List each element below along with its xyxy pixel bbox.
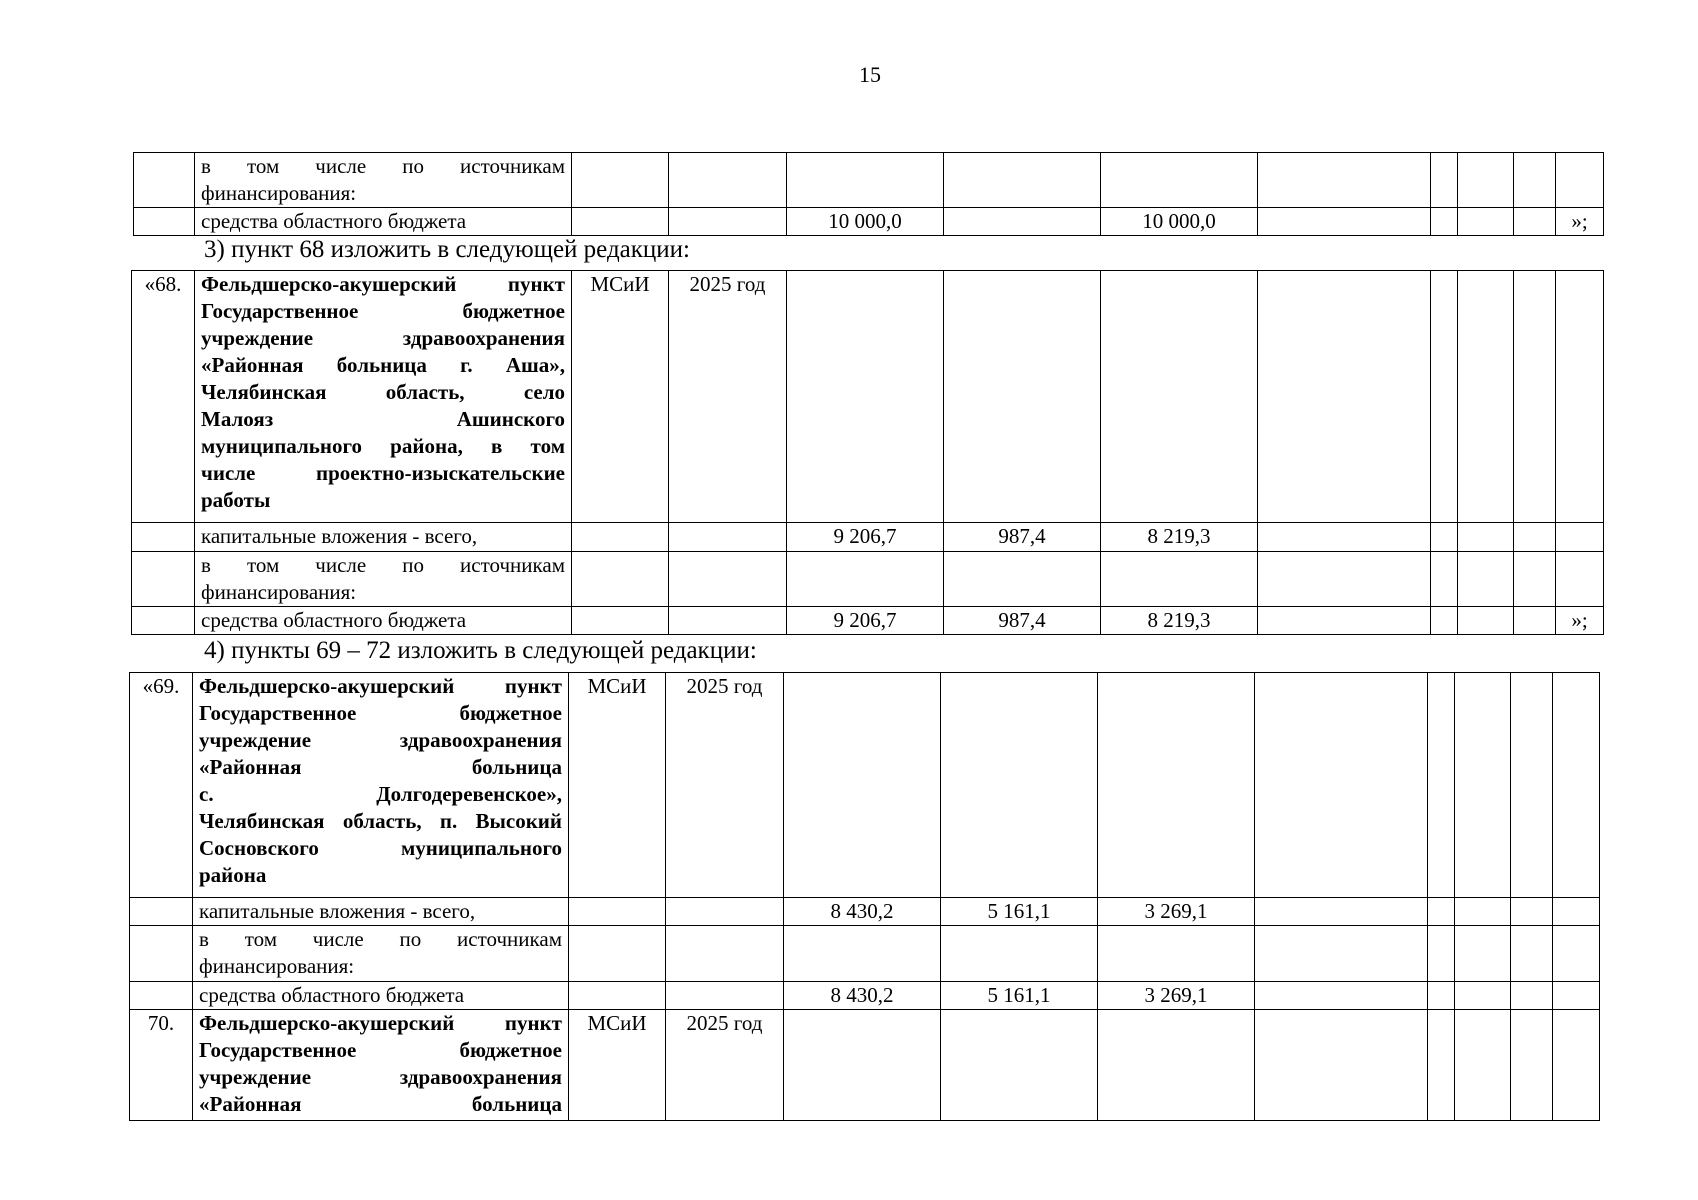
name-line: учреждение здравоохранения [199, 728, 562, 752]
customer: МСиИ [572, 271, 669, 523]
object-name [195, 271, 572, 523]
item-number: «69. [130, 673, 193, 898]
including-line-2: финансирования: [201, 181, 357, 205]
table-row [134, 153, 1604, 208]
including-line-1: в том числе по источникам [201, 553, 565, 577]
name-line: муниципального района, в том [201, 434, 565, 458]
closing-mark: »; [1556, 208, 1604, 236]
capex-2026: 3 269,1 [1098, 898, 1255, 926]
capex-total: 9 206,7 [787, 523, 944, 552]
name-line: Челябинская область, село [201, 380, 565, 404]
name-line: Сосновского муниципального [199, 836, 562, 860]
table-row [130, 1010, 1600, 1121]
table-row [132, 523, 1604, 552]
name-line: Фельдшерско-акушерский пункт [201, 272, 565, 296]
table-row [134, 208, 1604, 236]
name-line: Малояз Ашинского [201, 407, 565, 431]
regional-budget-label: средства областного бюджета [193, 982, 569, 1010]
capex-total: 8 430,2 [784, 898, 941, 926]
paragraph-3: 3) пункт 68 изложить в следующей редакции: [204, 236, 690, 263]
regional-total: 8 430,2 [784, 982, 941, 1010]
name-line: учреждение здравоохранения [201, 326, 565, 350]
regional-col3: 10 000,0 [1101, 208, 1258, 236]
regional-total: 10 000,0 [787, 208, 944, 236]
name-line: района [199, 863, 267, 887]
capex-2025: 5 161,1 [941, 898, 1098, 926]
regional-2025: 5 161,1 [941, 982, 1098, 1010]
regional-2026: 8 219,3 [1101, 607, 1258, 635]
year: 2025 год [666, 673, 784, 898]
name-line: числе проектно-изыскательские [201, 461, 565, 485]
regional-2025: 987,4 [944, 607, 1101, 635]
closing-mark: »; [1556, 607, 1604, 635]
paragraph-4: 4) пункты 69 – 72 изложить в следующей редакции: [204, 637, 757, 664]
regional-budget-label: средства областного бюджета [195, 208, 572, 236]
capex-2025: 987,4 [944, 523, 1101, 552]
table-block-1 [133, 152, 1604, 236]
year: 2025 год [666, 1010, 784, 1121]
table-row [132, 271, 1604, 523]
capex-label: капитальные вложения - всего, [193, 898, 569, 926]
object-name [193, 1010, 569, 1121]
name-line: учреждение здравоохранения [199, 1065, 562, 1089]
capex-2026: 8 219,3 [1101, 523, 1258, 552]
name-line: Фельдшерско-акушерский пункт [199, 674, 562, 698]
name-line: Государственное бюджетное [199, 701, 562, 725]
including-line-2: финансирования: [199, 954, 355, 978]
name-line: «Районная больница г. Аша», [201, 353, 565, 377]
capex-label: капитальные вложения - всего, [195, 523, 572, 552]
name-line: с. Долгодеревенское», [199, 782, 562, 806]
name-line: «Районная больница [199, 1092, 562, 1116]
regional-2026: 3 269,1 [1098, 982, 1255, 1010]
including-line-1: в том числе по источникам [201, 154, 565, 178]
table-items-69-70 [129, 672, 1600, 1121]
object-name [193, 673, 569, 898]
table-row [130, 982, 1600, 1010]
name-line: «Районная больница [199, 755, 562, 779]
including-line-1: в том числе по источникам [199, 927, 562, 951]
item-number: «68. [132, 271, 195, 523]
name-line: Государственное бюджетное [199, 1038, 562, 1062]
regional-budget-label: средства областного бюджета [195, 607, 572, 635]
customer: МСиИ [569, 673, 666, 898]
table-row [130, 673, 1600, 898]
page-number: 15 [859, 62, 881, 87]
table-row [130, 898, 1600, 926]
name-line: Государственное бюджетное [201, 299, 565, 323]
name-line: Фельдшерско-акушерский пункт [199, 1011, 562, 1035]
table-row [132, 552, 1604, 607]
table-row [132, 607, 1604, 635]
including-line-2: финансирования: [201, 580, 357, 604]
table-item-68 [131, 270, 1604, 635]
regional-total: 9 206,7 [787, 607, 944, 635]
item-number: 70. [130, 1010, 193, 1121]
customer: МСиИ [569, 1010, 666, 1121]
year: 2025 год [669, 271, 787, 523]
name-line: Челябинская область, п. Высокий [199, 809, 562, 833]
table-row [130, 926, 1600, 982]
name-line: работы [201, 488, 271, 512]
